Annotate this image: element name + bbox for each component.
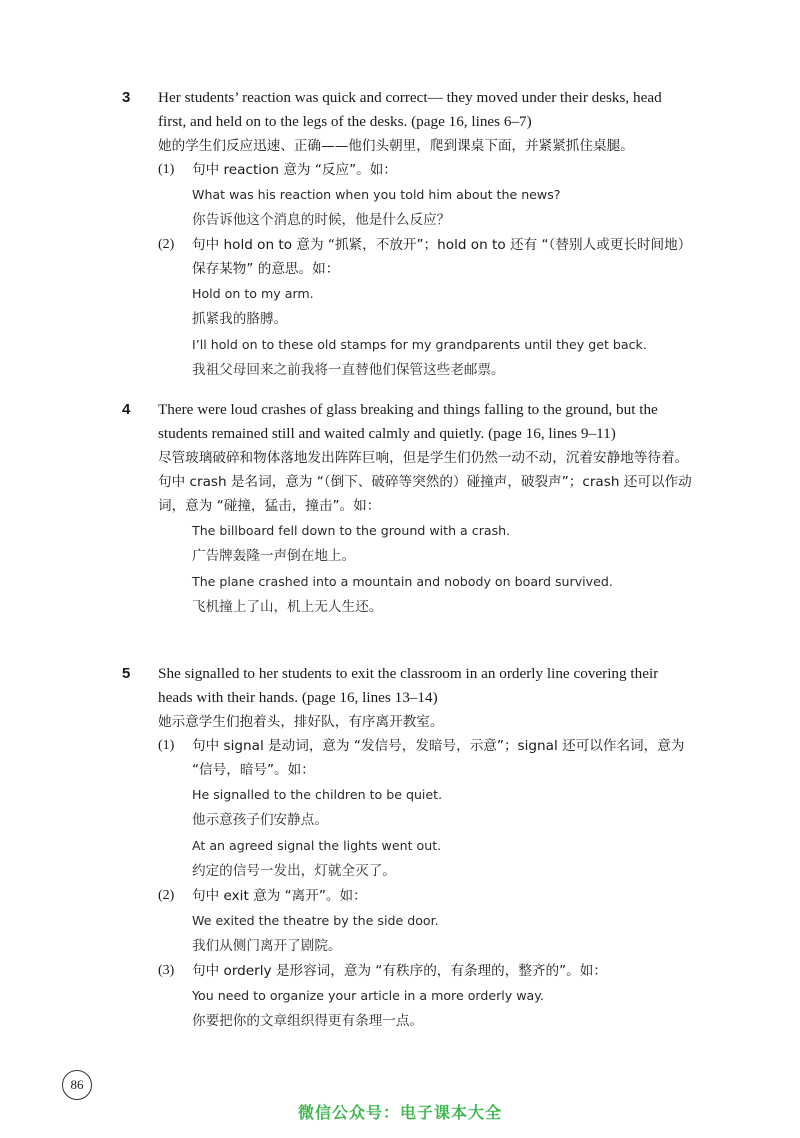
usage-note: 句中 crash 是名词，意为 “（倒下、破碎等突然的）碰撞声，破裂声”；crash 还可以作动词，意为 “碰撞，猛击，撞击”。如： — [158, 474, 692, 514]
sub-item-label: (1) — [158, 738, 175, 753]
section-number: 4 — [122, 401, 131, 418]
example-english: What was his reaction when you told him about the news? — [192, 187, 561, 202]
sub-item-label: (3) — [158, 963, 175, 978]
sub-item-text: 句中 signal 是动词，意为 “发信号，发暗号，示意”；signal 还可以作名词，意为 “信号，暗号”。如： — [192, 738, 685, 778]
section-4 — [122, 398, 692, 620]
example-english: I’ll hold on to these old stamps for my grandparents until they get back. — [192, 337, 647, 352]
section-number: 3 — [122, 89, 131, 106]
sub-item-text: 句中 orderly 是形容词，意为 “有秩序的，有条理的，整齐的”。如： — [192, 963, 607, 979]
sub-item-label: (2) — [158, 888, 175, 903]
example-chinese: 飞机撞上了山，机上无人生还。 — [192, 599, 383, 615]
sub-item-1 — [158, 158, 692, 233]
english-sentence: There were loud crashes of glass breaking and things falling to the ground, but the students remained still and waited calmly and quietly. (page 16, lines 9–11) — [158, 401, 658, 442]
english-sentence: Her students’ reaction was quick and correct— they moved under their desks, head first, and held on to the legs of the desks. (page 16, lines 6–7) — [158, 89, 662, 130]
footer-watermark: 微信公众号：电子课本大全 — [297, 1103, 502, 1122]
sub-item-3 — [158, 959, 692, 1034]
sub-item-label: (2) — [158, 237, 175, 252]
example-chinese: 约定的信号一发出，灯就全灭了。 — [192, 863, 396, 879]
example-chinese: 抓紧我的胳膊。 — [192, 311, 288, 327]
example-chinese: 我们从侧门离开了剧院。 — [192, 938, 342, 954]
chinese-translation: 尽管玻璃破碎和物体落地发出阵阵巨响，但是学生们仍然一动不动，沉着安静地等待着。 — [158, 450, 689, 466]
sub-item-1 — [158, 734, 692, 884]
sub-item-label: (1) — [158, 162, 175, 177]
example-english: At an agreed signal the lights went out. — [192, 838, 442, 853]
sub-item-2 — [158, 884, 692, 959]
sub-item-2 — [158, 233, 692, 383]
example-chinese: 广告牌轰隆一声倒在地上。 — [192, 548, 356, 564]
example-english: He signalled to the children to be quiet. — [192, 787, 443, 802]
chinese-translation: 她的学生们反应迅速、正确——他们头朝里，爬到课桌下面，并紧紧抓住桌腿。 — [158, 138, 634, 154]
english-sentence: She signalled to her students to exit the classroom in an orderly line covering their heads with their hands. (page 16, lines 13–14) — [158, 665, 659, 706]
example-english: The billboard fell down to the ground with a crash. — [192, 523, 511, 538]
example-english: We exited the theatre by the side door. — [192, 913, 439, 928]
sub-item-text: 句中 reaction 意为 “反应”。如： — [192, 162, 397, 178]
example-english: You need to organize your article in a more orderly way. — [192, 988, 544, 1003]
example-chinese: 我祖父母回来之前我将一直替他们保管这些老邮票。 — [192, 362, 505, 378]
sub-item-text: 句中 hold on to 意为 “抓紧，不放开”；hold on to 还有 “（替别人或更长时间地）保存某物” 的意思。如： — [192, 237, 692, 277]
section-3 — [122, 86, 692, 383]
example-chinese: 他示意孩子们安静点。 — [192, 812, 328, 828]
example-english: Hold on to my arm. — [192, 286, 314, 301]
sub-item-text: 句中 exit 意为 “离开”。如： — [192, 888, 367, 904]
page-number: 86 — [62, 1070, 92, 1100]
example-chinese: 你要把你的文章组织得更有条理一点。 — [192, 1013, 424, 1029]
section-number: 5 — [122, 665, 131, 682]
section-5 — [122, 662, 692, 1034]
example-chinese: 你告诉他这个消息的时候，他是什么反应？ — [192, 212, 451, 228]
chinese-translation: 她示意学生们抱着头，排好队，有序离开教室。 — [158, 714, 444, 730]
example-english: The plane crashed into a mountain and nobody on board survived. — [192, 574, 613, 589]
